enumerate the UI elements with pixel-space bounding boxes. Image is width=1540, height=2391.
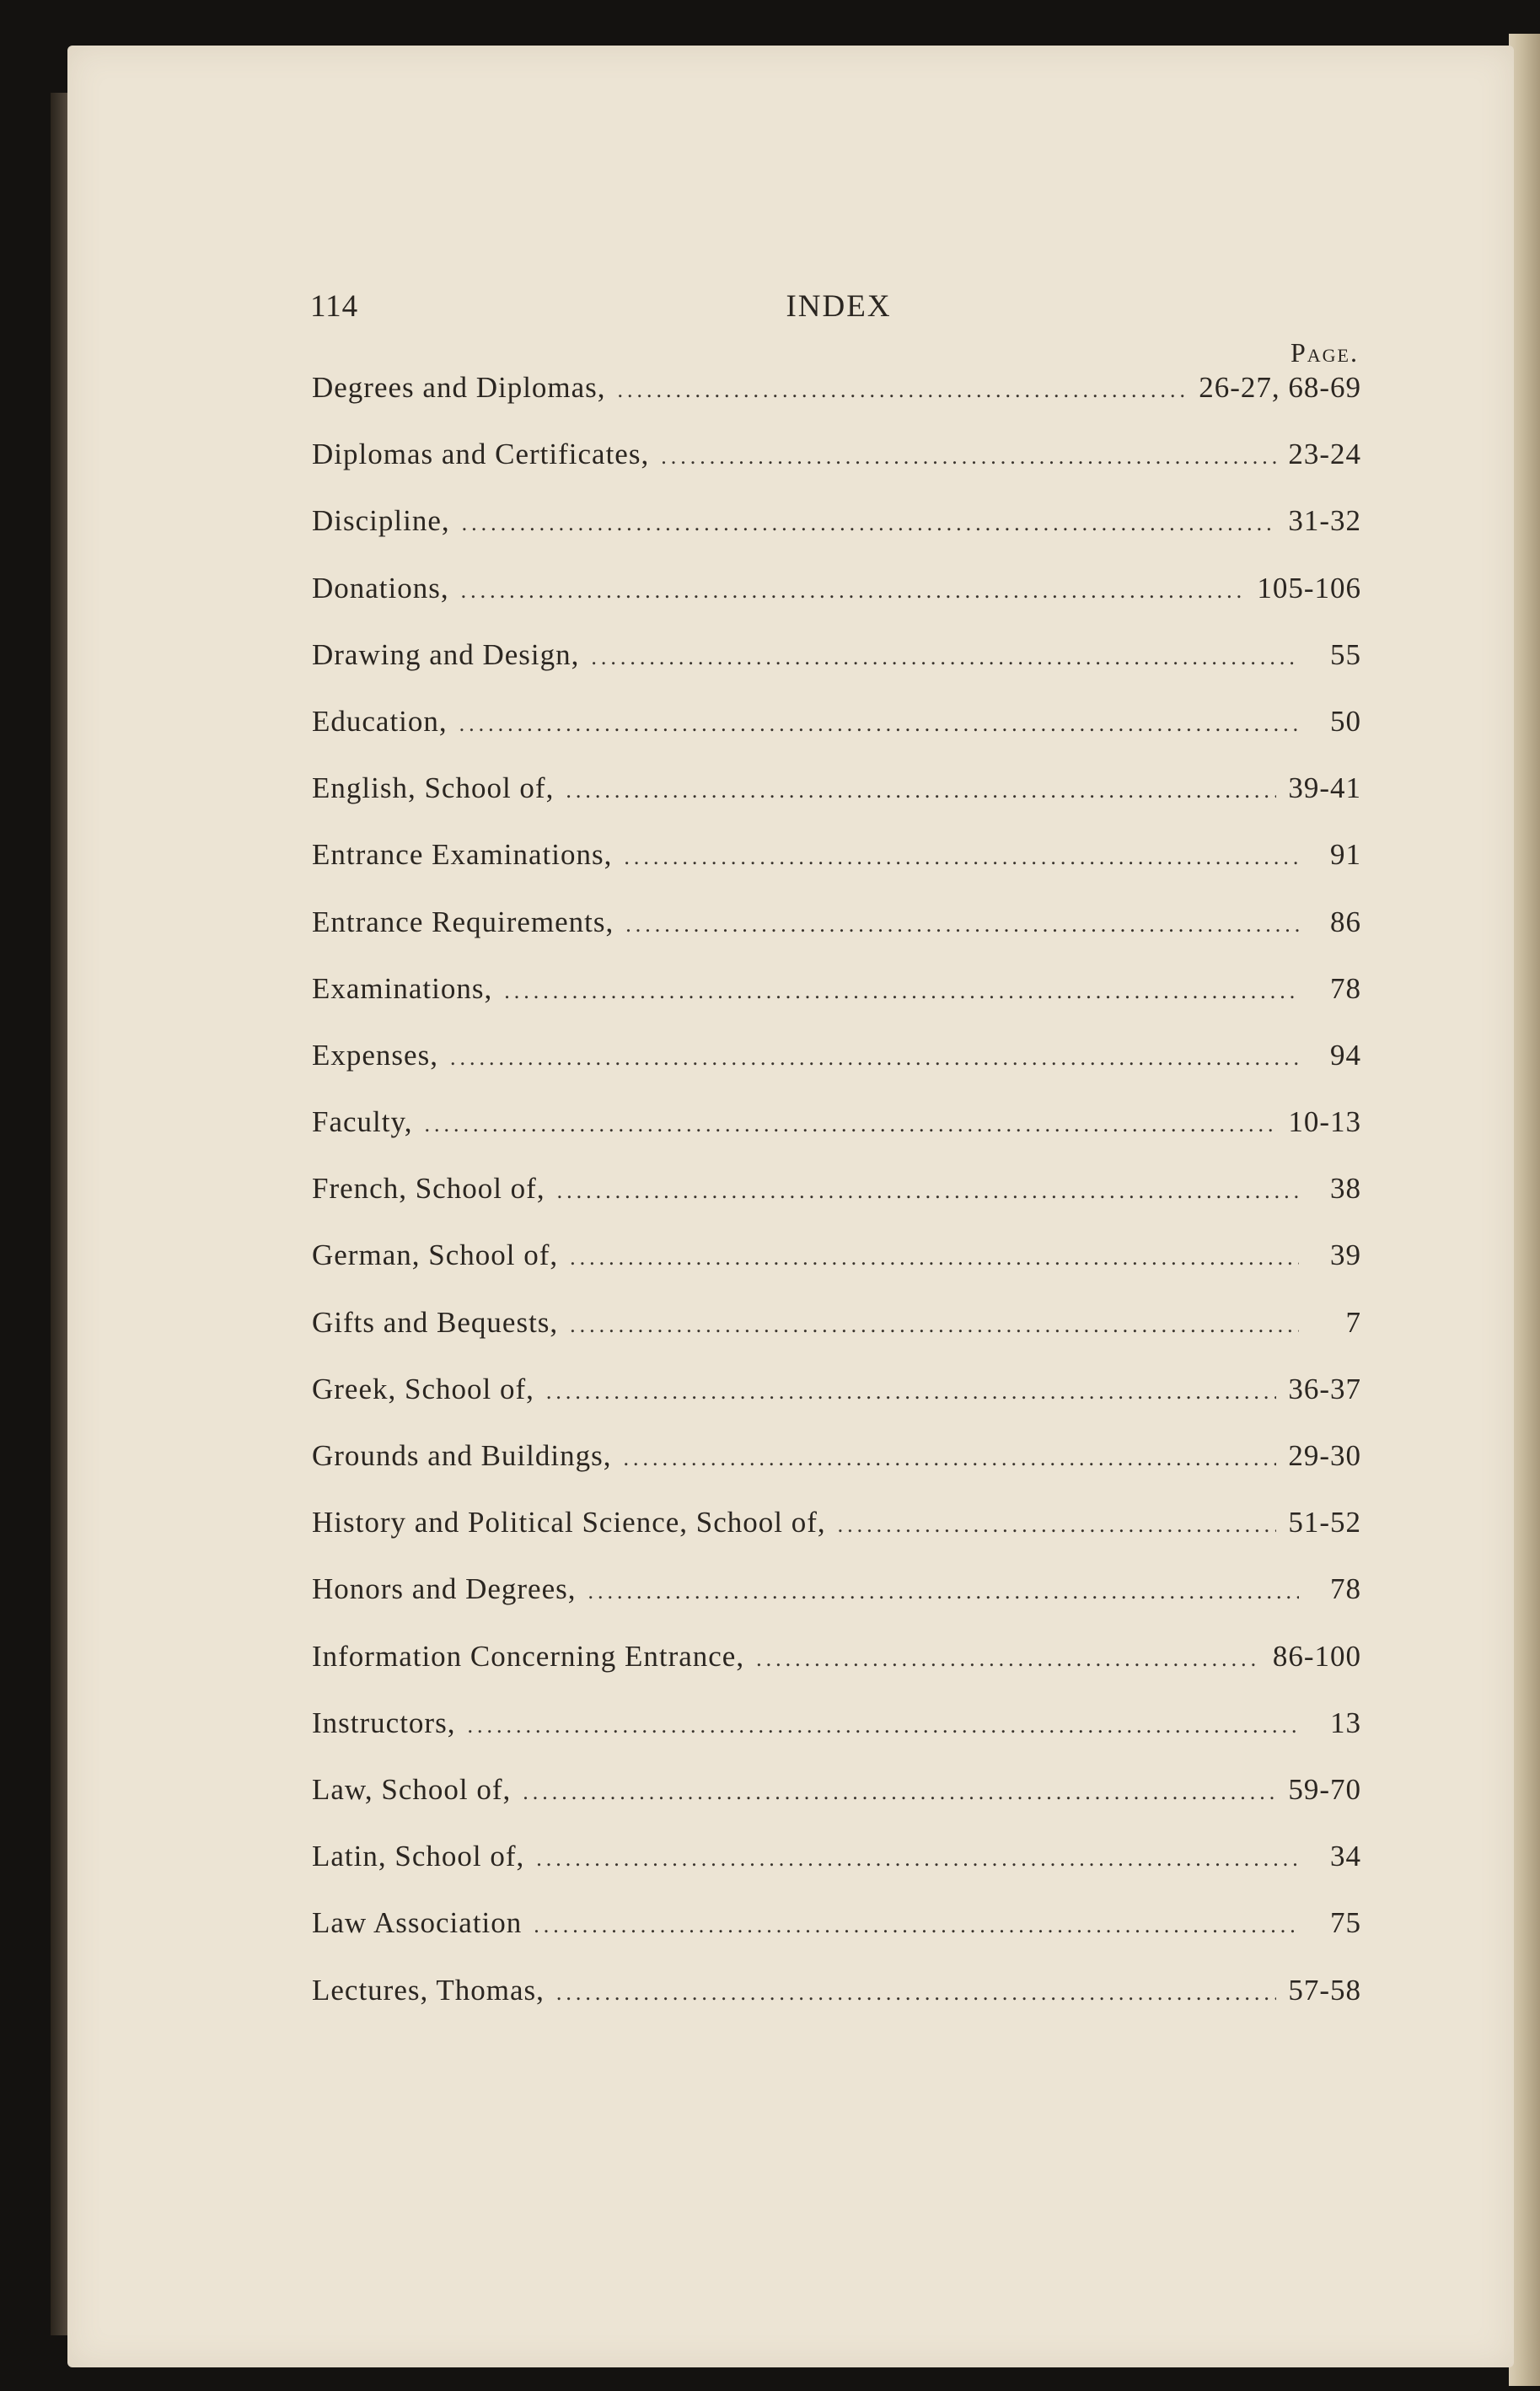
index-entry (312, 1431, 1361, 1497)
dot-leader (618, 365, 1188, 416)
dot-leader (462, 498, 1277, 549)
dot-leader (424, 1099, 1276, 1150)
entry-label: Honors and Degrees, (312, 1572, 577, 1606)
dot-leader (570, 1233, 1299, 1283)
dot-leader (534, 1900, 1299, 1951)
index-entry (312, 563, 1361, 630)
entry-label: Latin, School of, (312, 1840, 525, 1873)
entry-pages: 31-32 (1288, 504, 1361, 538)
entry-pages: 50 (1330, 704, 1361, 738)
running-head (310, 288, 1367, 330)
index-entry (312, 964, 1361, 1030)
dot-leader (556, 1968, 1276, 2018)
entry-label: Drawing and Design, (312, 637, 580, 671)
entry-label: Expenses, (312, 1038, 438, 1072)
entry-label: Degrees and Diplomas, (312, 371, 606, 404)
entry-pages: 39 (1330, 1238, 1361, 1272)
index-entry (312, 1631, 1361, 1698)
entry-pages: 29-30 (1288, 1439, 1361, 1472)
dot-leader (570, 1300, 1299, 1351)
index-entry (312, 1097, 1361, 1163)
entry-pages: 10-13 (1288, 1105, 1361, 1139)
entry-label: Information Concerning Entrance, (312, 1639, 745, 1673)
index-entry (312, 1364, 1361, 1431)
page-number: 114 (310, 289, 359, 324)
entry-label: Entrance Requirements, (312, 905, 614, 938)
index-entry (312, 830, 1361, 896)
dot-leader (504, 966, 1299, 1017)
entry-pages: 105-106 (1257, 571, 1361, 604)
entry-label: Education, (312, 704, 448, 738)
dot-leader (661, 432, 1276, 482)
entry-pages: 51-52 (1288, 1506, 1361, 1539)
entry-pages: 78 (1330, 971, 1361, 1005)
dot-leader (450, 1033, 1299, 1083)
entry-label: German, School of, (312, 1238, 559, 1272)
index-entry (312, 763, 1361, 830)
index-entry (312, 1898, 1361, 1964)
entry-pages: 36-37 (1288, 1372, 1361, 1405)
dot-leader (523, 1767, 1276, 1818)
dot-leader (624, 832, 1299, 883)
index-entry (312, 1831, 1361, 1898)
index-entry (312, 630, 1361, 696)
dot-leader (623, 1433, 1276, 1484)
entry-pages: 94 (1330, 1038, 1361, 1072)
entry-pages: 39-41 (1288, 771, 1361, 805)
entry-pages: 23-24 (1288, 438, 1361, 471)
index-list (312, 363, 1361, 2032)
index-entry (312, 1163, 1361, 1230)
index-entry (312, 496, 1361, 562)
dot-leader (625, 900, 1299, 950)
entry-label: Law, School of, (312, 1772, 512, 1806)
dot-leader (536, 1834, 1299, 1884)
index-entry (312, 1564, 1361, 1631)
entry-label: Law Association (312, 1906, 523, 1940)
entry-pages: 86-100 (1272, 1639, 1361, 1673)
entry-label: French, School of, (312, 1172, 545, 1206)
entry-pages: 57-58 (1288, 1973, 1361, 2007)
index-entry (312, 696, 1361, 763)
entry-pages: 86 (1330, 905, 1361, 938)
dot-leader (756, 1634, 1261, 1684)
entry-pages: 38 (1330, 1172, 1361, 1206)
entry-label: English, School of, (312, 771, 555, 805)
dot-leader (461, 566, 1246, 616)
entry-label: Discipline, (312, 504, 450, 538)
entry-pages: 13 (1330, 1706, 1361, 1739)
dot-leader (467, 1701, 1299, 1751)
entry-label: Examinations, (312, 971, 493, 1005)
entry-pages: 34 (1330, 1840, 1361, 1873)
entry-pages: 7 (1345, 1305, 1361, 1339)
entry-label: Grounds and Buildings, (312, 1439, 612, 1472)
entry-pages: 75 (1330, 1906, 1361, 1940)
dot-leader (546, 1367, 1276, 1417)
entry-label: Lectures, Thomas, (312, 1973, 545, 2007)
entry-pages: 55 (1330, 637, 1361, 671)
entry-label: Faculty, (312, 1105, 413, 1139)
index-entry (312, 1030, 1361, 1097)
index-entry (312, 363, 1361, 429)
entry-pages: 78 (1330, 1572, 1361, 1606)
index-entry (312, 1765, 1361, 1831)
entry-label: Greek, School of, (312, 1372, 534, 1405)
page-column-heading: Page. (1290, 337, 1359, 368)
entry-label: History and Political Science, School of, (312, 1506, 826, 1539)
index-entry (312, 1298, 1361, 1364)
entry-pages: 91 (1330, 838, 1361, 872)
entry-label: Instructors, (312, 1706, 456, 1739)
entry-label: Entrance Examinations, (312, 838, 613, 872)
dot-leader (838, 1500, 1277, 1550)
index-entry (312, 429, 1361, 496)
index-entry (312, 897, 1361, 964)
page-title: INDEX (786, 289, 892, 324)
entry-label: Diplomas and Certificates, (312, 438, 650, 471)
index-entry (312, 1230, 1361, 1297)
index-entry (312, 1698, 1361, 1765)
dot-leader (588, 1566, 1300, 1617)
dot-leader (557, 1166, 1299, 1217)
entry-label: Gifts and Bequests, (312, 1305, 559, 1339)
entry-pages: 26-27, 68-69 (1199, 371, 1361, 404)
index-entry (312, 1965, 1361, 2032)
dot-leader (566, 766, 1276, 816)
entry-label: Donations, (312, 571, 449, 604)
entry-pages: 59-70 (1288, 1772, 1361, 1806)
index-entry (312, 1497, 1361, 1564)
dot-leader (459, 699, 1299, 750)
dot-leader (591, 632, 1299, 683)
